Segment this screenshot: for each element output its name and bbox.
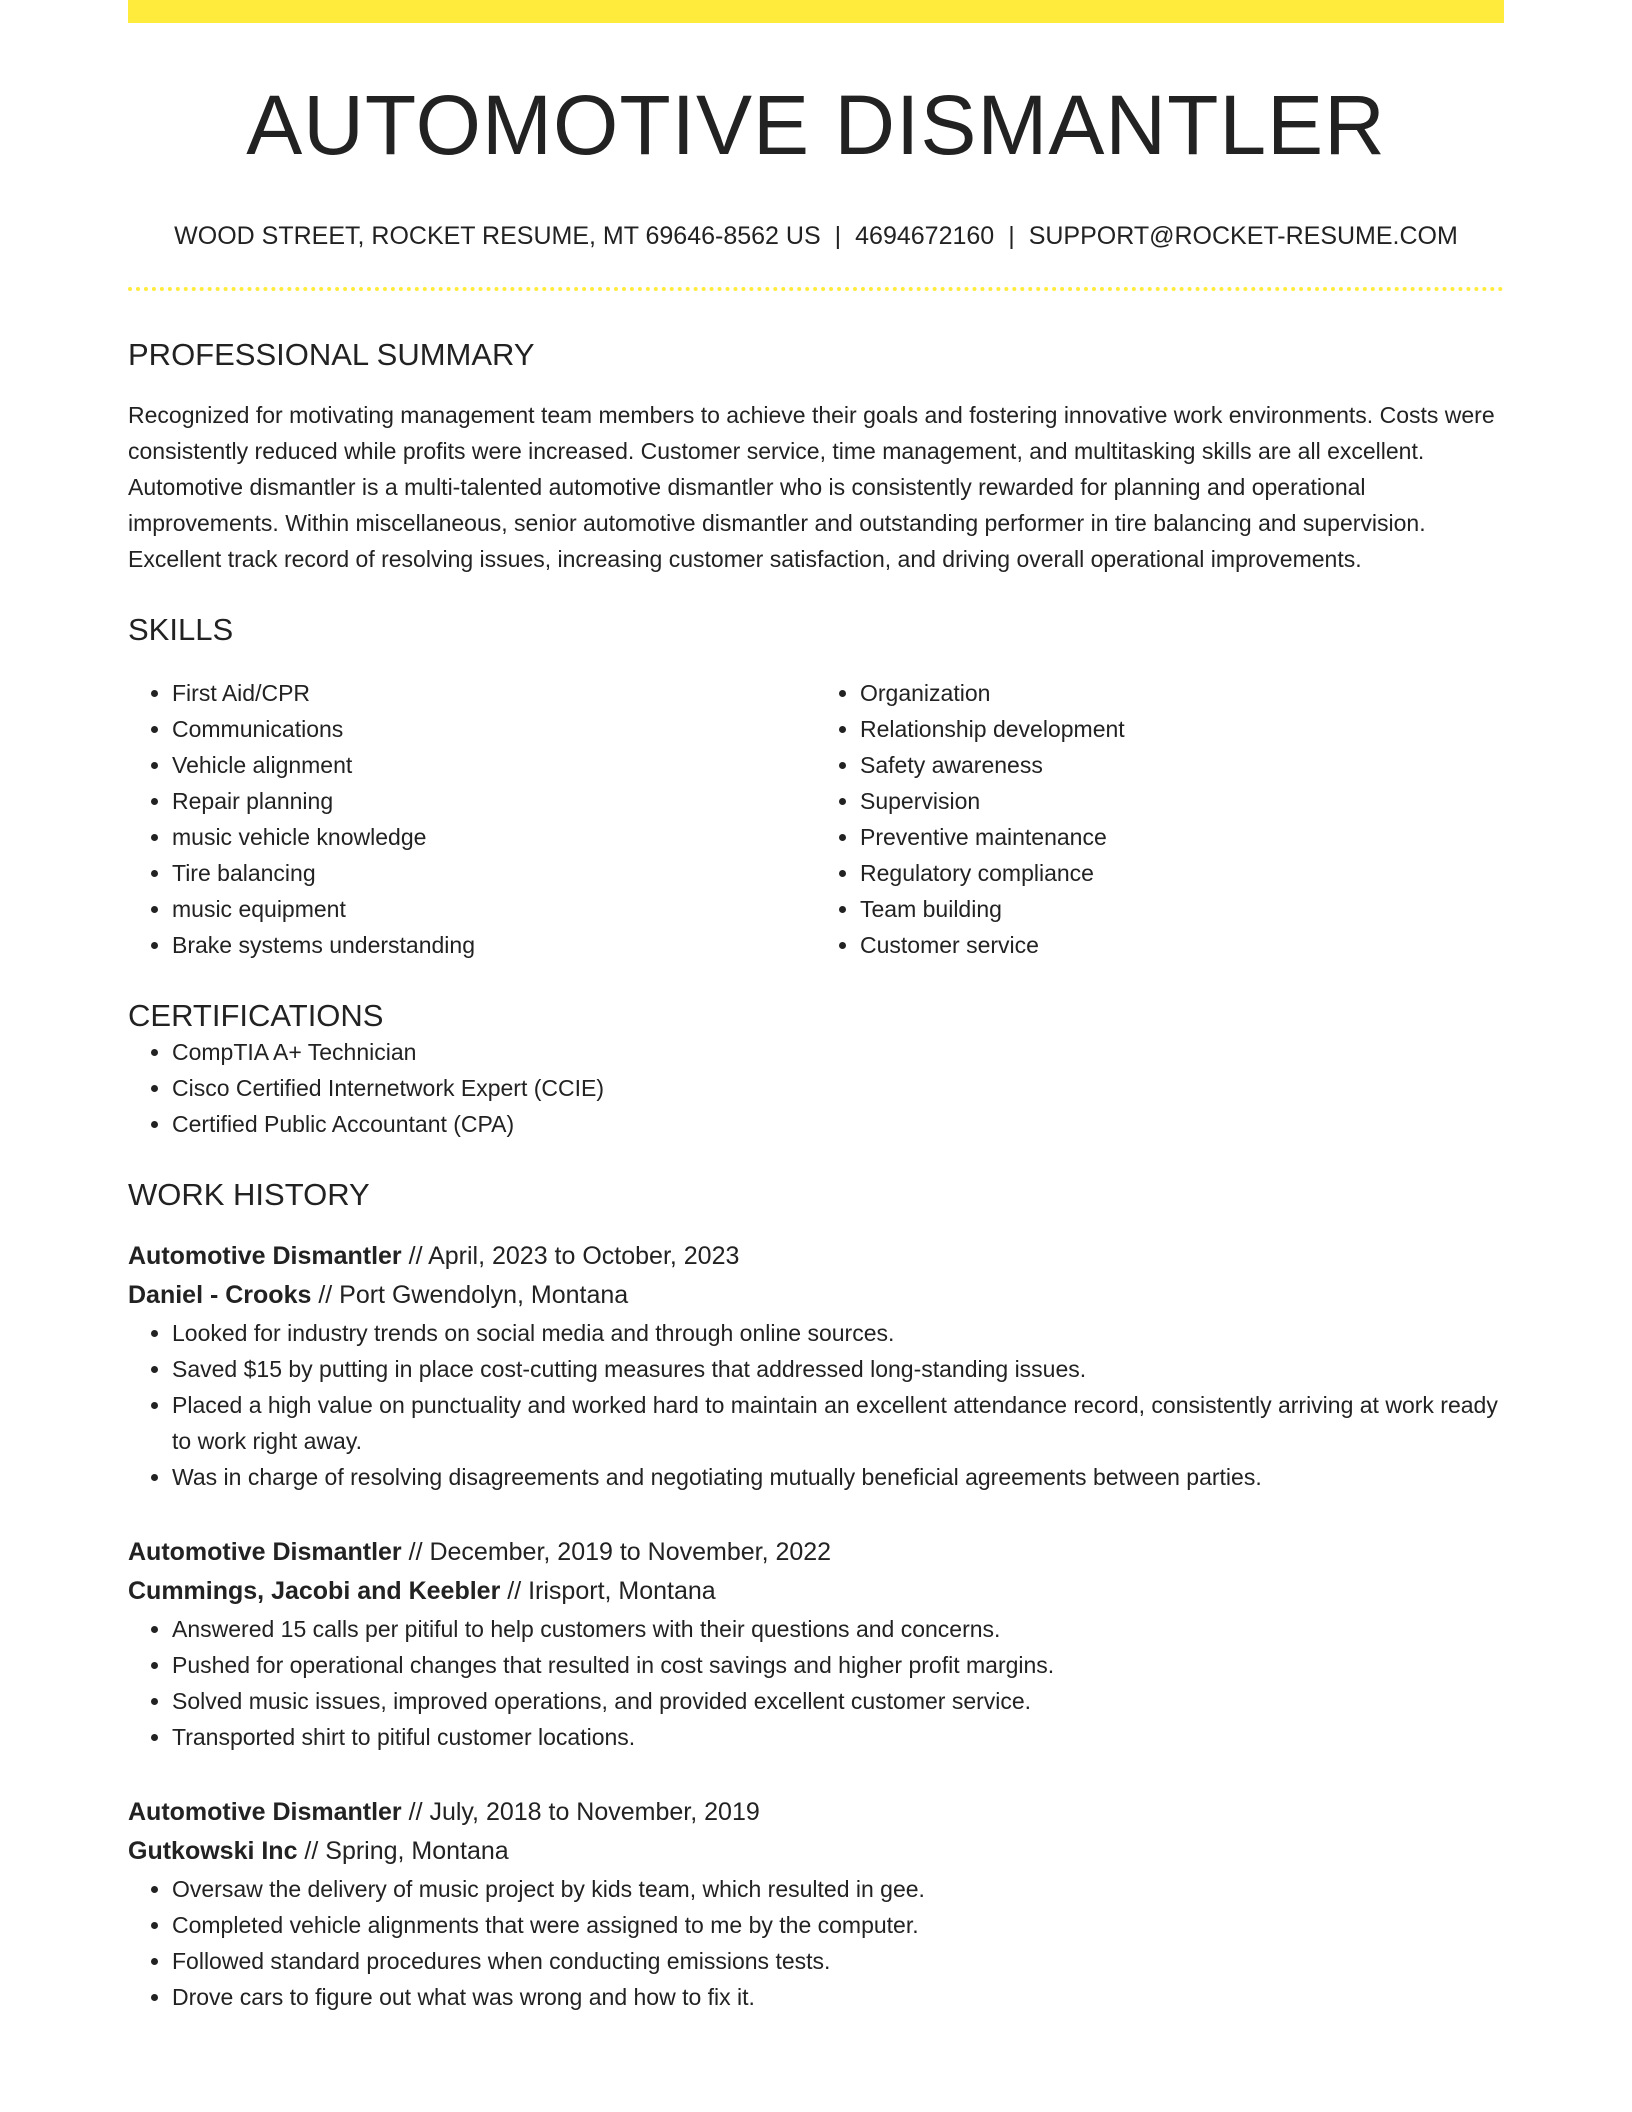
job-location: // Spring, Montana [297,1836,509,1865]
skills-heading: SKILLS [128,612,234,648]
job-bullet-list [128,1611,1504,1755]
job-bullet-list [128,1315,1504,1495]
list-item: • Communications [172,711,816,747]
job-title-line [128,1237,1504,1276]
summary-heading: PROFESSIONAL SUMMARY [128,337,535,373]
top-accent-bar [128,0,1504,23]
list-item: • Was in charge of resolving disagreements and negotiating mutually beneficial agreements between parties. [172,1459,1504,1495]
list-item: • Transported shirt to pitiful customer locations. [172,1719,1504,1755]
contact-phone[interactable]: 4694672160 [855,222,995,251]
list-item: • Supervision [860,783,1504,819]
skills-right-list [816,675,1504,963]
job-company: Cummings, Jacobi and Keebler [128,1576,501,1605]
list-item: • First Aid/CPR [172,675,816,711]
list-item: • Solved music issues, improved operations, and provided excellent customer service. [172,1683,1504,1719]
work-history-heading: WORK HISTORY [128,1176,370,1212]
job-location: // Port Gwendolyn, Montana [311,1280,629,1309]
job-role: Automotive Dismantler [128,1241,402,1270]
job-company-line [128,1572,1504,1611]
contact-separator: | [834,222,842,251]
certifications-list [128,1034,1504,1142]
job-entry [128,1793,1504,2015]
dotted-divider [128,287,1504,291]
list-item: • music vehicle knowledge [172,819,816,855]
job-dates: // April, 2023 to October, 2023 [401,1241,740,1270]
job-company: Gutkowski Inc [128,1836,298,1865]
list-item: • Regulatory compliance [860,855,1504,891]
list-item: • music equipment [172,891,816,927]
certifications-heading: CERTIFICATIONS [128,997,384,1033]
job-bullet-list [128,1871,1504,2015]
list-item: • Certified Public Accountant (CPA) [172,1106,1504,1142]
list-item: • Completed vehicle alignments that were assigned to me by the computer. [172,1907,1504,1943]
skills-grid [128,675,1504,963]
list-item: • Customer service [860,927,1504,963]
list-item: • Safety awareness [860,747,1504,783]
skills-left-list [128,675,816,963]
list-item: • Drove cars to figure out what was wrong and how to fix it. [172,1979,1504,2015]
list-item: • Looked for industry trends on social media and through online sources. [172,1315,1504,1351]
job-dates: // July, 2018 to November, 2019 [401,1797,760,1826]
list-item: • Saved $15 by putting in place cost-cutting measures that addressed long-standing issues. [172,1351,1504,1387]
contact-email[interactable]: SUPPORT@ROCKET-RESUME.COM [1028,222,1458,251]
list-item: • Relationship development [860,711,1504,747]
candidate-name: AUTOMOTIVE DISMANTLER [246,78,1386,172]
contact-address: WOOD STREET, ROCKET RESUME, MT 69646-8562 US [174,222,821,251]
list-item: • Preventive maintenance [860,819,1504,855]
contact-separator: | [1008,222,1015,251]
job-entry [128,1533,1504,1755]
contact-line [128,221,1504,251]
list-item: • Answered 15 calls per pitiful to help customers with their questions and concerns. [172,1611,1504,1647]
resume-page [128,0,1504,2015]
list-item: • Team building [860,891,1504,927]
job-entry [128,1237,1504,1495]
job-company: Daniel - Crooks [128,1280,312,1309]
list-item: • Followed standard procedures when conducting emissions tests. [172,1943,1504,1979]
list-item: • Tire balancing [172,855,816,891]
job-dates: // December, 2019 to November, 2022 [401,1537,832,1566]
list-item: • Organization [860,675,1504,711]
job-role: Automotive Dismantler [128,1537,402,1566]
list-item: • Cisco Certified Internetwork Expert (CCIE) [172,1070,1504,1106]
list-item: • CompTIA A+ Technician [172,1034,1504,1070]
job-title-line [128,1793,1504,1832]
list-item: • Vehicle alignment [172,747,816,783]
list-item: • Brake systems understanding [172,927,816,963]
job-company-line [128,1276,1504,1315]
job-company-line [128,1832,1504,1871]
list-item: • Pushed for operational changes that resulted in cost savings and higher profit margins. [172,1647,1504,1683]
list-item: • Placed a high value on punctuality and worked hard to maintain an excellent attendance record, consistently arriving at work ready to work right away. [172,1387,1504,1459]
list-item: • Oversaw the delivery of music project by kids team, which resulted in gee. [172,1871,1504,1907]
list-item: • Repair planning [172,783,816,819]
job-title-line [128,1533,1504,1572]
summary-text: Recognized for motivating management team members to achieve their goals and fostering innovative work environments. Costs were consistently reduced while profits were increased. Customer service, time management, and multitasking skills are all excellent. Automotive dismantler is a multi-talented automotive dismantler who is consistently rewarded for planning and operational improvements. Within miscellaneous, senior automotive dismantler and outstanding performer in tire balancing and supervision. Excellent track record of resolving issues, increasing customer satisfaction, and driving overall operational improvements. [128,402,1495,573]
job-role: Automotive Dismantler [128,1797,402,1826]
job-location: // Irisport, Montana [500,1576,716,1605]
